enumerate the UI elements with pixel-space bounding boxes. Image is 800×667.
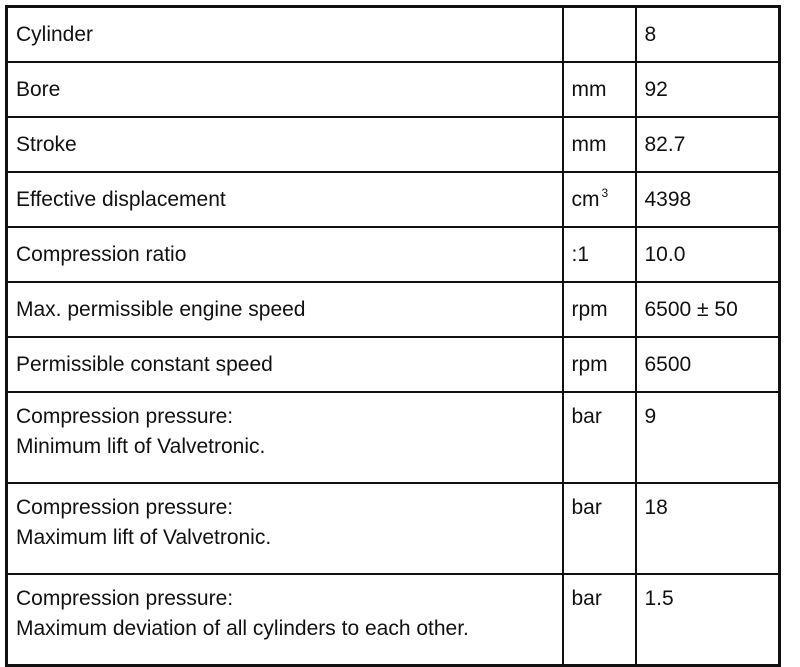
- spec-unit: :1: [563, 227, 636, 282]
- spec-label: Effective displacement: [7, 172, 563, 227]
- spec-value: 82.7: [636, 117, 780, 172]
- spec-label: Permissible constant speed: [7, 337, 563, 392]
- spec-unit: bar: [563, 574, 636, 666]
- spec-unit: mm: [563, 62, 636, 117]
- table-row: [7, 282, 780, 337]
- spec-value: 4398: [636, 172, 780, 227]
- spec-label-line1: Compression pressure:: [16, 405, 234, 428]
- table-row: [7, 483, 780, 574]
- spec-value: 8: [636, 7, 780, 63]
- spec-label-line2: Minimum lift of Valvetronic.: [16, 435, 266, 458]
- spec-label-line1: Compression pressure:: [16, 496, 234, 519]
- spec-label: Compression ratio: [7, 227, 563, 282]
- spec-value: 9: [636, 392, 780, 483]
- spec-value: 1.5: [636, 574, 780, 666]
- spec-value: 6500: [636, 337, 780, 392]
- spec-unit: [563, 7, 636, 63]
- spec-label: Bore: [7, 62, 563, 117]
- table-row: [7, 117, 780, 172]
- spec-label-cell: [7, 574, 563, 666]
- unit-superscript: 3: [601, 185, 609, 200]
- table-row: [7, 62, 780, 117]
- spec-unit: mm: [563, 117, 636, 172]
- spec-label-cell: [7, 392, 563, 483]
- spec-value: 92: [636, 62, 780, 117]
- spec-label: Cylinder: [7, 7, 563, 63]
- spec-unit-cell: [563, 172, 636, 227]
- spec-unit: cm: [571, 187, 600, 211]
- table-row: [7, 337, 780, 392]
- table-row: [7, 392, 780, 483]
- table-row: [7, 574, 780, 666]
- table-row: [7, 7, 780, 63]
- spec-unit: bar: [563, 483, 636, 574]
- spec-value: 6500 ± 50: [636, 282, 780, 337]
- spec-label-line2: Maximum lift of Valvetronic.: [16, 526, 272, 549]
- spec-value: 18: [636, 483, 780, 574]
- spec-label-line2: Maximum deviation of all cylinders to each other.: [16, 617, 469, 640]
- spec-label-line1: Compression pressure:: [16, 587, 234, 610]
- spec-unit: bar: [563, 392, 636, 483]
- spec-label: Stroke: [7, 117, 563, 172]
- spec-label: Max. permissible engine speed: [7, 282, 563, 337]
- spec-unit: rpm: [563, 282, 636, 337]
- table-row: [7, 172, 780, 227]
- spec-unit: rpm: [563, 337, 636, 392]
- spec-label-cell: [7, 483, 563, 574]
- engine-specification-table: [5, 5, 781, 667]
- spec-value: 10.0: [636, 227, 780, 282]
- table-row: [7, 227, 780, 282]
